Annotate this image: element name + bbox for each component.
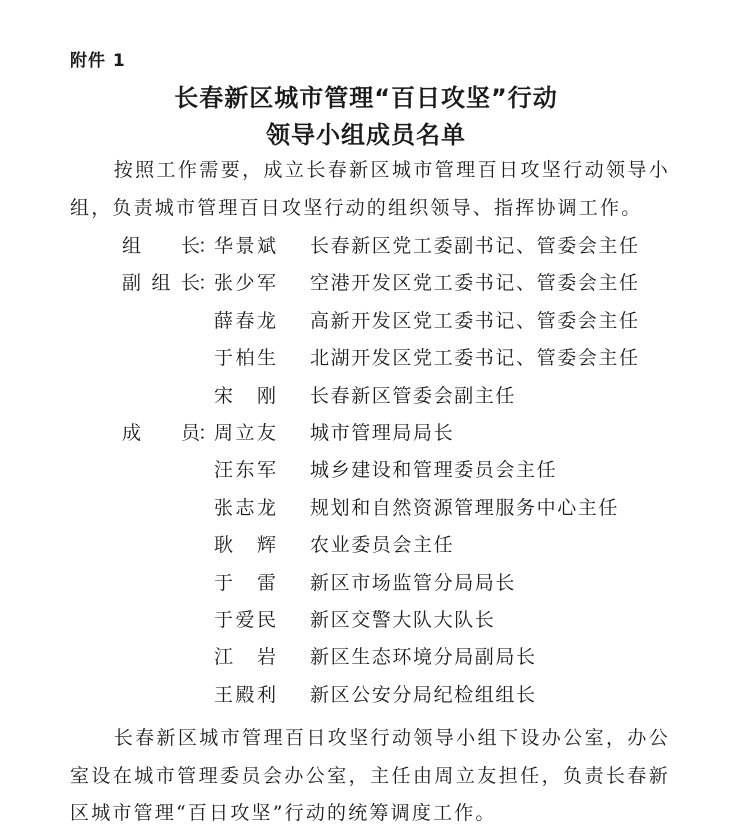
member-row xyxy=(0,268,732,305)
member-post: 城市管理局局长 xyxy=(310,422,455,444)
member-name: 华 景 斌 xyxy=(214,235,276,257)
member-name: 于 柏 生 xyxy=(214,347,276,370)
member-name: 张 志 龙 xyxy=(214,496,276,519)
member-role: 组 长 xyxy=(122,235,200,257)
intro-paragraph: 按照工作需要，成立长春新区城市管理百日攻坚行动领导小组，负责城市管理百日攻坚行动的组织领导、指挥协调工作。 xyxy=(70,159,670,219)
member-row xyxy=(0,680,732,717)
member-name: 张 少 军 xyxy=(214,272,276,295)
attachment-label: 附件 1 xyxy=(70,51,126,71)
member-name: 王 殿 利 xyxy=(214,683,276,706)
member-role-colon: ： xyxy=(198,272,218,295)
member-row xyxy=(0,231,732,268)
member-post: 北湖开发区党工委书记、管委会主任 xyxy=(310,347,640,370)
member-row xyxy=(0,381,732,418)
member-row xyxy=(0,343,732,380)
document-title-line2: 领导小组成员名单 xyxy=(266,121,466,149)
document-title-line1: 长春新区城市管理“百日攻坚”行动 xyxy=(174,84,558,112)
member-name: 汪 东 军 xyxy=(214,459,276,482)
member-name: 宋 刚 xyxy=(214,384,276,407)
member-role-colon: ： xyxy=(198,422,218,444)
member-row xyxy=(0,493,732,530)
member-row xyxy=(0,306,732,343)
office-note-paragraph: 长春新区城市管理百日攻坚行动领导小组下设办公室，办公室设在城市管理委员会办公室，主任由周立友担任，负责长春新区城市管理“百日攻坚”行动的统筹调度工作。 xyxy=(70,727,670,824)
member-row xyxy=(0,642,732,679)
member-role: 成 员 xyxy=(122,422,200,444)
member-row xyxy=(0,568,732,605)
member-name: 于 爱 民 xyxy=(214,609,276,631)
member-role: 副 组 长 xyxy=(122,272,200,295)
member-post: 长春新区党工委副书记、管委会主任 xyxy=(310,235,640,257)
member-post: 高新开发区党工委书记、管委会主任 xyxy=(310,309,640,332)
member-name: 周 立 友 xyxy=(214,422,276,444)
member-post: 空港开发区党工委书记、管委会主任 xyxy=(310,272,640,295)
member-post: 新区交警大队大队长 xyxy=(310,609,496,631)
member-name: 薛 春 龙 xyxy=(214,309,276,332)
member-post: 农业委员会主任 xyxy=(310,534,455,557)
member-post: 长春新区管委会副主任 xyxy=(310,384,517,407)
member-row xyxy=(0,418,732,455)
member-name: 于 雷 xyxy=(214,571,276,594)
member-post: 规划和自然资源管理服务中心主任 xyxy=(310,496,620,519)
member-post: 新区生态环境分局副局长 xyxy=(310,646,537,669)
member-row xyxy=(0,605,732,642)
member-row xyxy=(0,530,732,567)
member-name: 耿 辉 xyxy=(214,534,276,557)
member-post: 新区公安分局纪检组组长 xyxy=(310,683,537,706)
member-name: 江 岩 xyxy=(214,646,276,669)
member-post: 城乡建设和管理委员会主任 xyxy=(310,459,558,482)
member-role-colon: ： xyxy=(198,235,218,257)
member-post: 新区市场监管分局局长 xyxy=(310,571,517,594)
member-row xyxy=(0,455,732,492)
